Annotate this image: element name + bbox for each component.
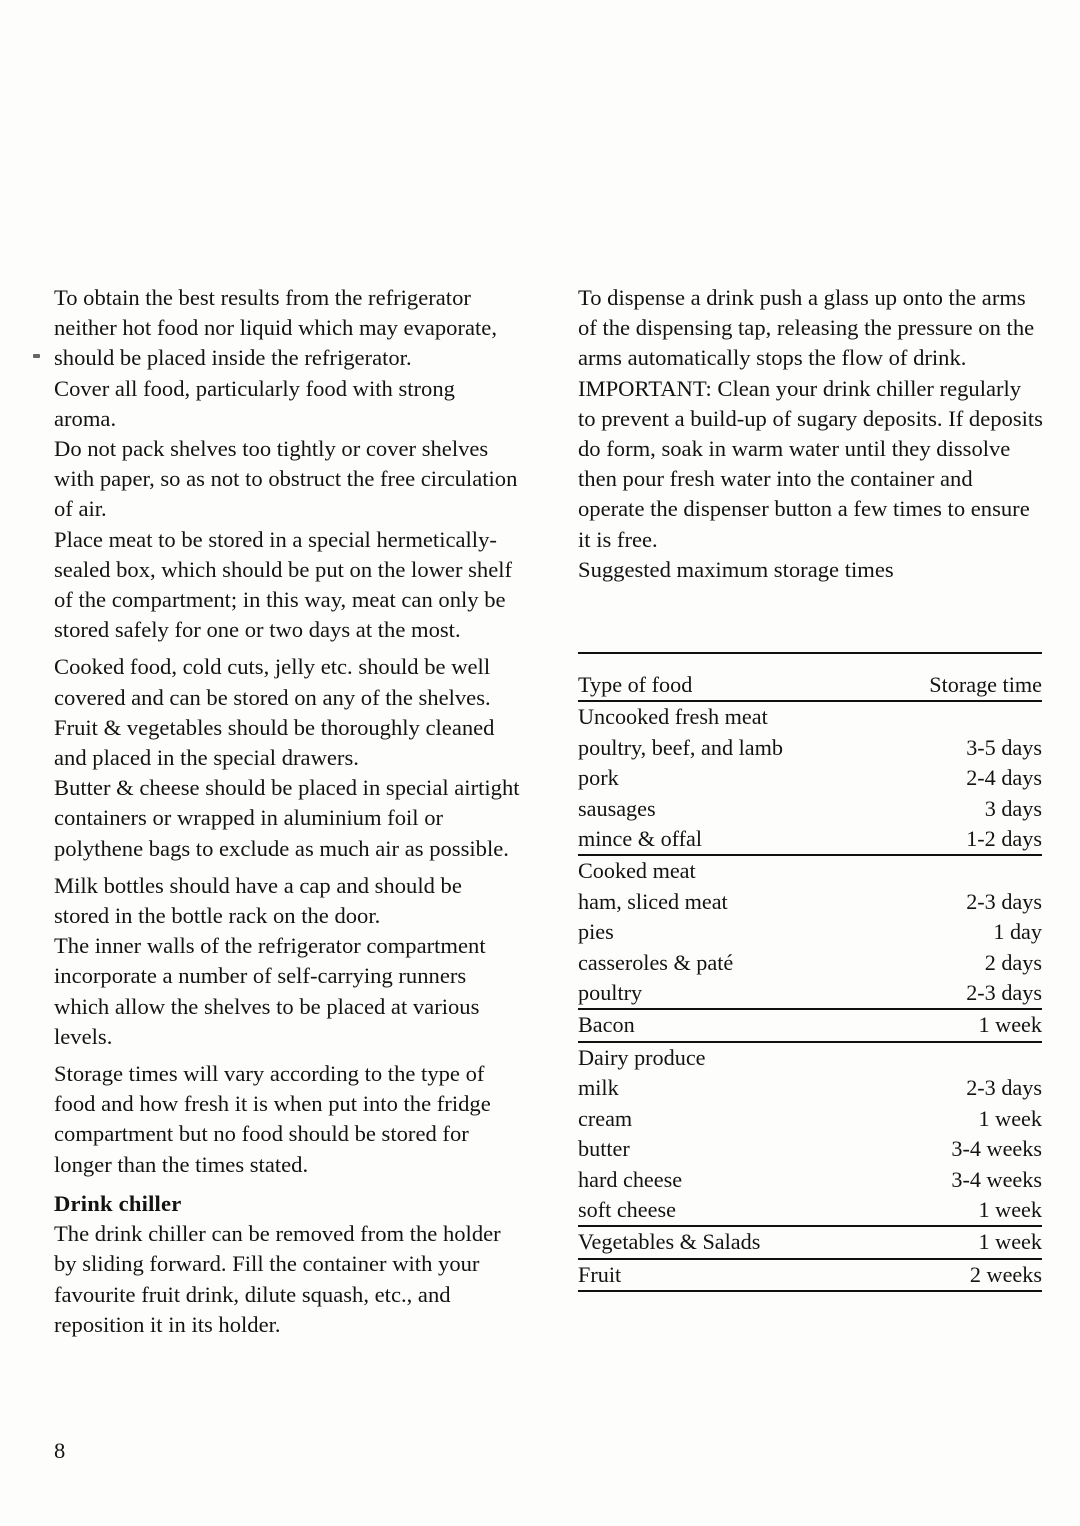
table-row	[578, 1195, 1042, 1226]
cell-storage-time: 1 week	[978, 1012, 1042, 1038]
paragraph: Storage times will vary according to the type of food and how fresh it is when put into the fridge compartment but no food should be stored for longer than the times stated.	[54, 1061, 491, 1177]
cell-storage-time: 2 days	[984, 949, 1042, 975]
cell-storage-time: 3-4 weeks	[951, 1166, 1042, 1192]
cell-storage-time: 1 week	[978, 1196, 1042, 1222]
paragraph: Cover all food, particularly food with strong aroma.	[54, 375, 455, 431]
table-spacer	[578, 654, 1042, 670]
page-number: 8	[54, 1438, 66, 1463]
storage-times-table	[578, 652, 1042, 1292]
print-speck-artifact	[33, 354, 40, 358]
cell-food-type: Cooked meat	[578, 858, 696, 884]
paragraph: IMPORTANT: Clean your drink chiller regularly to prevent a build-up of sugary deposits. If deposits do form, soak in warm water until they dissolve then pour fresh water into the container and operate the dispenser button a few times to ensure it is free.	[578, 375, 1043, 552]
cell-food-type: mince & offal	[578, 826, 703, 852]
section-heading-drink-chiller: Drink chiller	[54, 1190, 182, 1216]
cell-storage-time: 1 week	[978, 1105, 1042, 1131]
table-row	[578, 824, 1042, 855]
cell-food-type: milk	[578, 1075, 619, 1101]
cell-storage-time: 1-2 days	[966, 826, 1042, 852]
left-text-column	[54, 283, 520, 1340]
table-group-rule	[578, 1291, 1042, 1292]
cell-storage-time: 1 week	[978, 1229, 1042, 1255]
cell-food-type: cream	[578, 1105, 633, 1131]
table-row	[578, 948, 1042, 978]
cell-food-type: soft cheese	[578, 1196, 676, 1222]
table-row	[578, 1260, 1042, 1291]
cell-food-type: Uncooked fresh meat	[578, 704, 768, 730]
paragraph: Milk bottles should have a cap and should be stored in the bottle rack on the door.	[54, 872, 462, 929]
cell-food-type: poultry, beef, and lamb	[578, 734, 783, 760]
table-row	[578, 733, 1042, 763]
table-row	[578, 1134, 1042, 1164]
cell-storage-time	[884, 702, 1042, 732]
cell-food-type: butter	[578, 1136, 630, 1162]
paragraph: Butter & cheese should be placed in special airtight containers or wrapped in aluminium foil or polythene bags to exclude as much air as possible.	[54, 775, 520, 861]
cell-food-type: casseroles & paté	[578, 949, 734, 975]
table-row	[578, 917, 1042, 947]
paragraph: To dispense a drink push a glass up onto the arms of the dispensing tap, releasing the pressure on the arms automatically stops the flow of drink.	[578, 285, 1035, 371]
cell-food-type: Bacon	[578, 1012, 635, 1038]
cell-food-type: Fruit	[578, 1261, 622, 1287]
cell-storage-time	[884, 856, 1042, 886]
cell-storage-time	[884, 1043, 1042, 1073]
cell-storage-time: 2-3 days	[966, 980, 1042, 1006]
cell-storage-time: 1 day	[993, 919, 1042, 945]
paragraph: Do not pack shelves too tightly or cover shelves with paper, so as not to obstruct the free circulation of air.	[54, 436, 518, 522]
cell-storage-time: 3-5 days	[966, 734, 1042, 760]
paragraph: Place meat to be stored in a special hermetically-sealed box, which should be put on the lower shelf of the compartment; in this way, meat can only be stored safely for one or two days at the most.	[54, 526, 513, 643]
column-header-type-of-food: Type of food	[578, 672, 693, 697]
table-row	[578, 794, 1042, 824]
cell-food-type: Dairy produce	[578, 1044, 706, 1070]
paragraph: To obtain the best results from the refrigerator neither hot food nor liquid which may evaporate, should be placed inside the refrigerator.	[54, 285, 497, 371]
cell-food-type: hard cheese	[578, 1166, 683, 1192]
table-rule	[578, 1291, 1042, 1292]
cell-food-type: ham, sliced meat	[578, 888, 728, 914]
paragraph: The inner walls of the refrigerator compartment incorporate a number of self-carrying runners which allow the shelves to be placed at various levels.	[54, 933, 486, 1049]
table-row	[578, 887, 1042, 917]
table-row	[578, 1227, 1042, 1258]
table-row	[578, 1165, 1042, 1195]
cell-food-type: Vegetables & Salads	[578, 1229, 761, 1255]
cell-storage-time: 2-3 days	[966, 888, 1042, 914]
cell-storage-time: 2-3 days	[966, 1075, 1042, 1101]
cell-food-type: pork	[578, 765, 619, 791]
cell-storage-time: 3-4 weeks	[951, 1136, 1042, 1162]
cell-food-type: pies	[578, 919, 614, 945]
table-row	[578, 1073, 1042, 1103]
table-row	[578, 856, 1042, 886]
cell-storage-time: 3 days	[984, 795, 1042, 821]
table-row	[578, 1104, 1042, 1134]
cell-food-type: sausages	[578, 795, 656, 821]
column-header-storage-time: Storage time	[929, 672, 1042, 697]
cell-storage-time: 2 weeks	[969, 1261, 1042, 1287]
table-row	[578, 978, 1042, 1009]
paragraph: Cooked food, cold cuts, jelly etc. should be well covered and can be stored on any of the shelves.	[54, 654, 491, 710]
cell-food-type: poultry	[578, 980, 643, 1006]
table-row	[578, 763, 1042, 793]
table-row	[578, 702, 1042, 732]
paragraph: The drink chiller can be removed from the holder by sliding forward. Fill the container with your favourite fruit drink, dilute squash, etc., and reposition it in its holder.	[54, 1221, 501, 1337]
paragraph: Suggested maximum storage times	[578, 556, 894, 582]
cell-storage-time: 2-4 days	[966, 765, 1042, 791]
table-header-row	[578, 670, 1042, 701]
table-row	[578, 1010, 1042, 1041]
right-text-column	[578, 283, 1044, 585]
paragraph: Fruit & vegetables should be thoroughly cleaned and placed in the special drawers.	[54, 714, 495, 771]
table-row	[578, 1043, 1042, 1073]
